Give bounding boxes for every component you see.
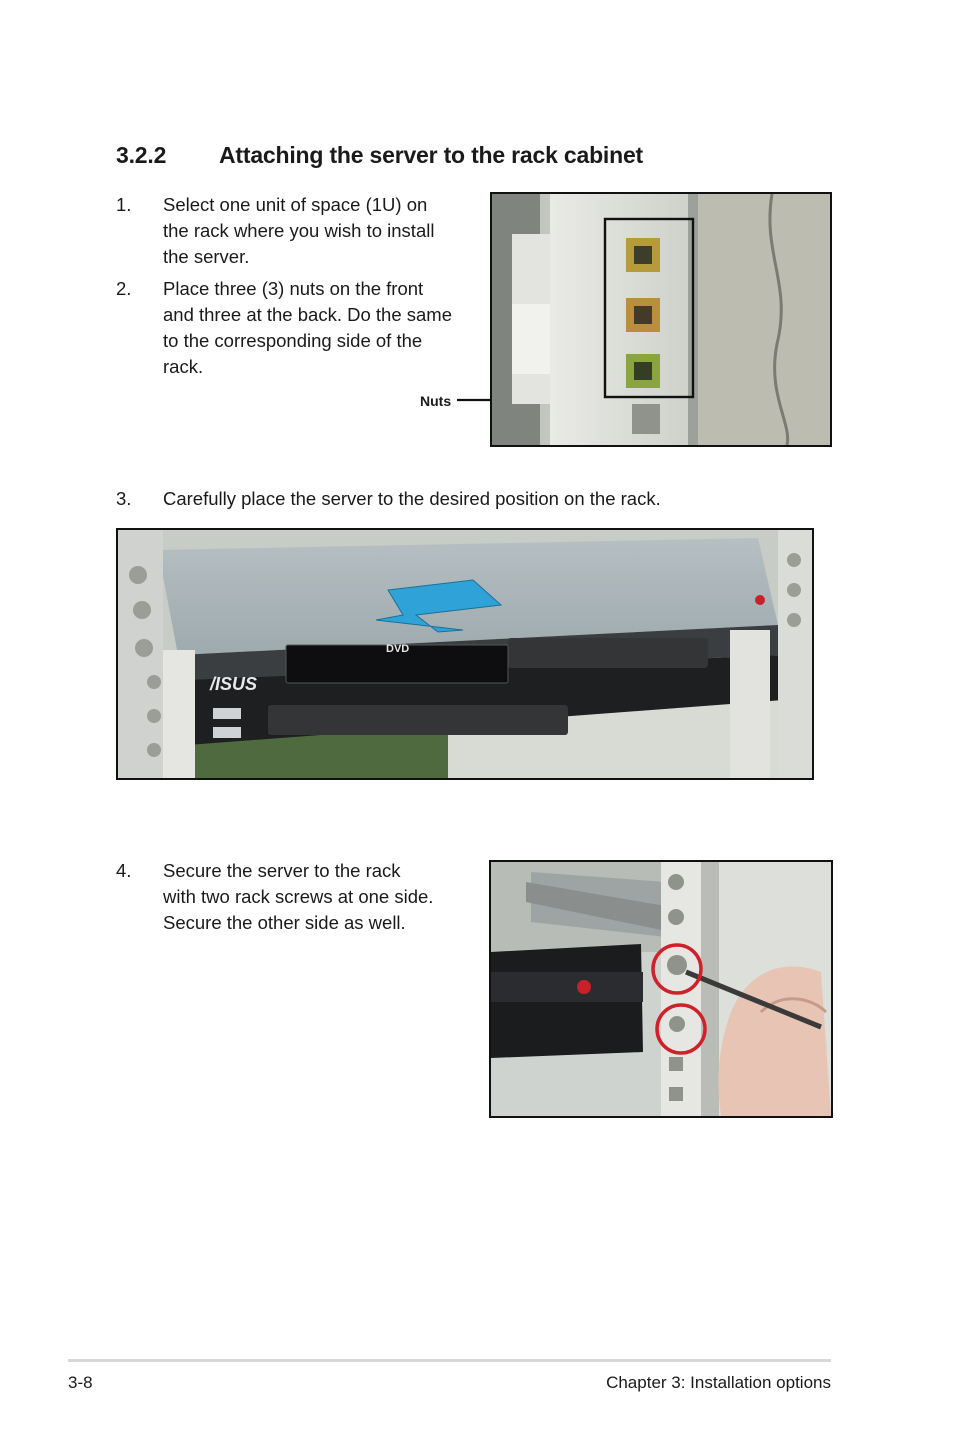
section-heading xyxy=(116,142,643,169)
step-line: Place three (3) nuts on the front xyxy=(163,278,424,299)
rack-screws-photo xyxy=(489,860,833,1118)
dvd-logo: DVD xyxy=(386,643,410,655)
brand-logo: /ISUS xyxy=(210,674,258,694)
section-title: Attaching the server to the rack cabinet xyxy=(219,142,644,168)
step-line: and three at the back. Do the same xyxy=(163,304,452,325)
step-line: the server. xyxy=(163,246,250,267)
rack-screws-illustration xyxy=(491,862,831,1116)
server-rack-illustration xyxy=(118,530,812,778)
step-number: 3. xyxy=(116,488,132,509)
step-number: 2. xyxy=(116,278,132,299)
page-number: 3-8 xyxy=(68,1373,93,1392)
rack-nuts-photo xyxy=(490,192,832,447)
step-line: Secure the server to the rack xyxy=(163,860,401,881)
step-line: with two rack screws at one side. xyxy=(163,886,434,907)
step-text xyxy=(163,858,433,936)
step-1 xyxy=(116,192,486,272)
footer-divider xyxy=(68,1359,831,1362)
step-text xyxy=(163,192,434,270)
step-line: Select one unit of space (1U) on xyxy=(163,194,428,215)
step-line: Secure the other side as well. xyxy=(163,912,406,933)
step-4 xyxy=(116,858,486,938)
server-placement-photo xyxy=(116,528,814,780)
rack-nuts-illustration xyxy=(492,194,830,445)
step-line: rack. xyxy=(163,356,204,377)
section-number: 3.2.2 xyxy=(116,142,167,168)
step-line: the rack where you wish to install xyxy=(163,220,435,241)
step-line: to the corresponding side of the xyxy=(163,330,423,351)
step-2 xyxy=(116,276,486,386)
step-text xyxy=(163,276,452,380)
step-line: Carefully place the server to the desired position on the rack. xyxy=(163,488,661,509)
nuts-callout-label: Nuts xyxy=(420,393,452,409)
chapter-title: Chapter 3: Installation options xyxy=(606,1373,831,1392)
step-3 xyxy=(116,486,816,514)
step-number: 4. xyxy=(116,860,132,881)
step-text xyxy=(163,486,661,512)
step-number: 1. xyxy=(116,194,132,215)
